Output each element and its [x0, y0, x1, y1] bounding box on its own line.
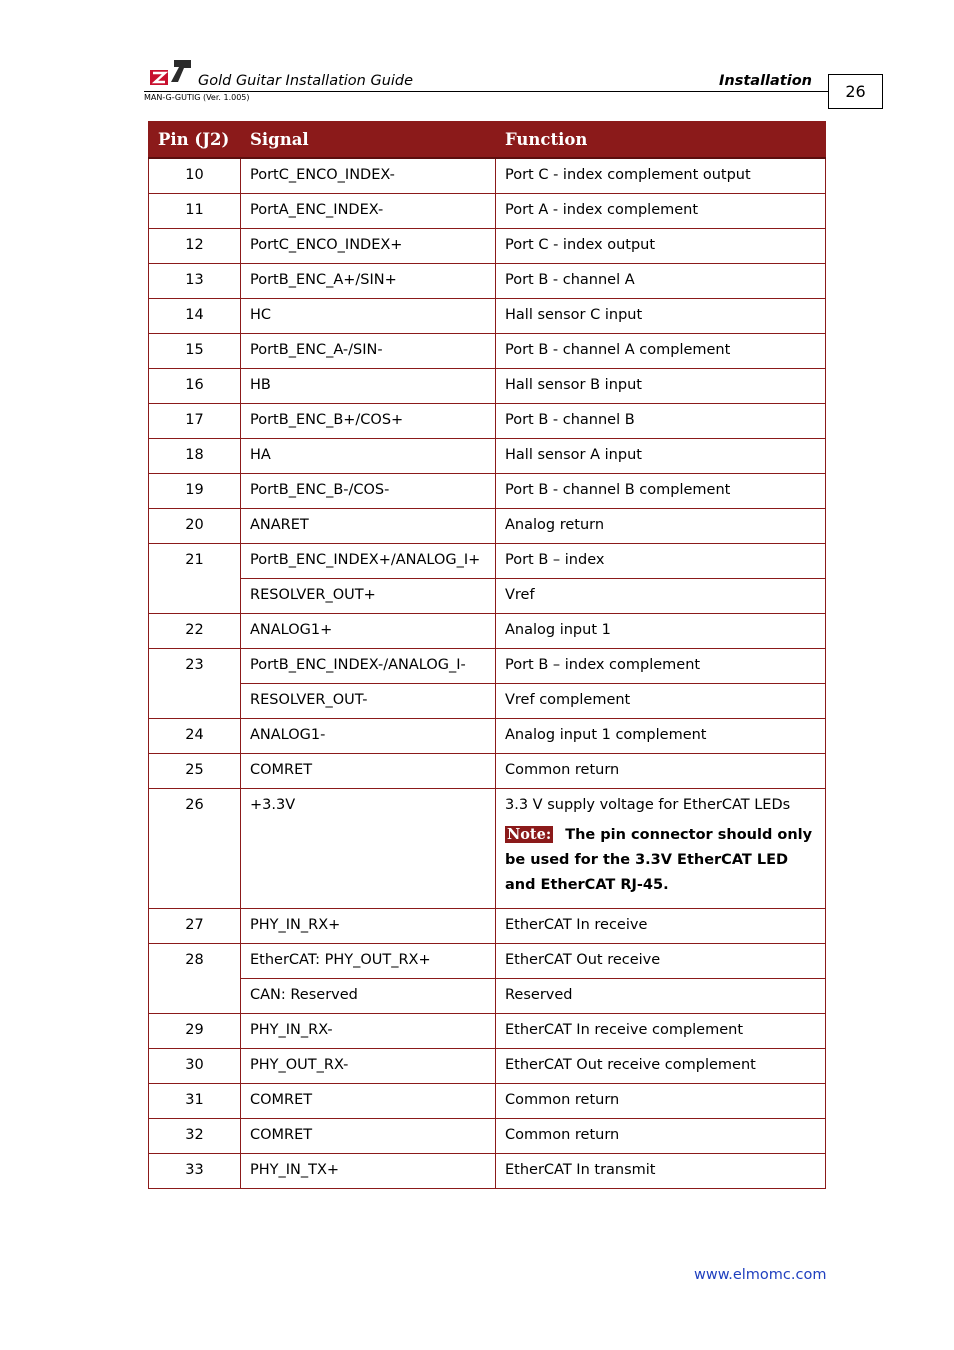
signal-cell: HB — [241, 368, 496, 403]
signal-cell: RESOLVER_OUT- — [241, 683, 496, 718]
website-link[interactable]: www.elmomc.com — [694, 1267, 827, 1283]
pin-cell: 31 — [149, 1083, 241, 1118]
table-row — [149, 718, 826, 753]
signal-cell: ANALOG1- — [241, 718, 496, 753]
elmo-logo-icon — [148, 58, 192, 86]
table-row — [149, 648, 826, 683]
table-row — [149, 508, 826, 543]
signal-cell: PortB_ENC_INDEX+/ANALOG_I+ — [241, 543, 496, 578]
signal-cell: RESOLVER_OUT+ — [241, 578, 496, 613]
pin-cell: 25 — [149, 753, 241, 788]
function-cell: Reserved — [496, 978, 826, 1013]
table-row — [149, 333, 826, 368]
signal-cell: PHY_OUT_RX- — [241, 1048, 496, 1083]
pin-cell: 27 — [149, 908, 241, 943]
table-row — [149, 1118, 826, 1153]
pin-cell: 22 — [149, 613, 241, 648]
pin-cell: 29 — [149, 1013, 241, 1048]
signal-cell: COMRET — [241, 1118, 496, 1153]
function-cell: EtherCAT In transmit — [496, 1153, 826, 1188]
function-cell: EtherCAT Out receive — [496, 943, 826, 978]
document-code: MAN-G-GUTIG (Ver. 1.005) — [144, 93, 250, 102]
pin-cell: 32 — [149, 1118, 241, 1153]
pin-cell: 16 — [149, 368, 241, 403]
table-row — [149, 1153, 826, 1188]
signal-cell: HC — [241, 298, 496, 333]
table-row — [149, 613, 826, 648]
table-row — [149, 228, 826, 263]
pin-table — [148, 121, 826, 1189]
table-row — [149, 908, 826, 943]
function-cell: Vref complement — [496, 683, 826, 718]
signal-cell: PortA_ENC_INDEX- — [241, 193, 496, 228]
table-row — [149, 403, 826, 438]
column-header-pin: Pin (J2) — [149, 122, 241, 159]
pin-cell: 21 — [149, 543, 241, 578]
function-cell: Hall sensor A input — [496, 438, 826, 473]
signal-cell: PortB_ENC_B-/COS- — [241, 473, 496, 508]
signal-cell: PortB_ENC_INDEX-/ANALOG_I- — [241, 648, 496, 683]
signal-cell: ANALOG1+ — [241, 613, 496, 648]
signal-cell: +3.3V — [241, 788, 496, 908]
function-cell: Common return — [496, 753, 826, 788]
signal-cell: ANARET — [241, 508, 496, 543]
function-cell: Hall sensor B input — [496, 368, 826, 403]
signal-cell: PortB_ENC_A-/SIN- — [241, 333, 496, 368]
column-header-signal: Signal — [241, 122, 496, 159]
function-cell — [496, 788, 826, 908]
pin-cell: 14 — [149, 298, 241, 333]
function-text: 3.3 V supply voltage for EtherCAT LEDs — [505, 796, 791, 813]
table-row — [149, 263, 826, 298]
header-divider — [144, 91, 828, 92]
page-number: 26 — [828, 74, 883, 109]
table-row — [149, 368, 826, 403]
function-cell: Port C - index complement output — [496, 158, 826, 193]
function-cell: Port B - channel A complement — [496, 333, 826, 368]
pin-cell: 30 — [149, 1048, 241, 1083]
pin-cell — [149, 578, 241, 613]
section-title: Installation — [719, 73, 812, 89]
function-cell: Port B – index — [496, 543, 826, 578]
function-cell: Port B - channel A — [496, 263, 826, 298]
table-row — [149, 158, 826, 193]
function-cell: Common return — [496, 1118, 826, 1153]
function-cell: Analog return — [496, 508, 826, 543]
signal-cell: EtherCAT: PHY_OUT_RX+ — [241, 943, 496, 978]
document-title: Gold Guitar Installation Guide — [198, 73, 414, 89]
function-cell: Analog input 1 — [496, 613, 826, 648]
signal-cell: COMRET — [241, 753, 496, 788]
pin-cell: 13 — [149, 263, 241, 298]
table-row — [149, 978, 826, 1013]
note-label: Note: — [507, 825, 552, 843]
signal-cell: PortB_ENC_A+/SIN+ — [241, 263, 496, 298]
function-cell: EtherCAT Out receive complement — [496, 1048, 826, 1083]
table-row — [149, 788, 826, 908]
pin-cell: 24 — [149, 718, 241, 753]
pin-cell: 17 — [149, 403, 241, 438]
pin-cell: 10 — [149, 158, 241, 193]
table-row — [149, 1013, 826, 1048]
pin-cell — [149, 978, 241, 1013]
table-row — [149, 438, 826, 473]
table-row — [149, 1083, 826, 1118]
signal-cell: CAN: Reserved — [241, 978, 496, 1013]
pin-cell: 11 — [149, 193, 241, 228]
function-cell: EtherCAT In receive — [496, 908, 826, 943]
function-cell: Analog input 1 complement — [496, 718, 826, 753]
function-cell: Port B – index complement — [496, 648, 826, 683]
function-cell: Vref — [496, 578, 826, 613]
column-header-function: Function — [496, 122, 826, 159]
function-cell: Port B - channel B complement — [496, 473, 826, 508]
table-row — [149, 193, 826, 228]
pin-cell — [149, 683, 241, 718]
function-cell: Port B - channel B — [496, 403, 826, 438]
note-text: The pin connector should only be used for the 3.3V EtherCAT LED and EtherCAT RJ-45. — [505, 826, 813, 893]
signal-cell: PortB_ENC_B+/COS+ — [241, 403, 496, 438]
table-row — [149, 578, 826, 613]
pin-cell: 28 — [149, 943, 241, 978]
function-cell: Port C - index output — [496, 228, 826, 263]
table-row — [149, 943, 826, 978]
function-cell: Common return — [496, 1083, 826, 1118]
pin-cell: 15 — [149, 333, 241, 368]
table-row — [149, 1048, 826, 1083]
function-cell: Port A - index complement — [496, 193, 826, 228]
function-cell: EtherCAT In receive complement — [496, 1013, 826, 1048]
page-header — [144, 55, 884, 111]
signal-cell: PHY_IN_TX+ — [241, 1153, 496, 1188]
pin-cell: 26 — [149, 788, 241, 908]
signal-cell: PHY_IN_RX- — [241, 1013, 496, 1048]
table-row — [149, 683, 826, 718]
table-row — [149, 543, 826, 578]
table-row — [149, 298, 826, 333]
note — [505, 822, 816, 898]
table-row — [149, 473, 826, 508]
function-cell: Hall sensor C input — [496, 298, 826, 333]
pin-cell: 12 — [149, 228, 241, 263]
pin-cell: 18 — [149, 438, 241, 473]
signal-cell: COMRET — [241, 1083, 496, 1118]
pin-cell: 33 — [149, 1153, 241, 1188]
pin-cell: 19 — [149, 473, 241, 508]
table-row — [149, 753, 826, 788]
signal-cell: PortC_ENCO_INDEX- — [241, 158, 496, 193]
table-header-row — [149, 122, 826, 159]
signal-cell: PHY_IN_RX+ — [241, 908, 496, 943]
signal-cell: PortC_ENCO_INDEX+ — [241, 228, 496, 263]
pin-cell: 20 — [149, 508, 241, 543]
pin-cell: 23 — [149, 648, 241, 683]
signal-cell: HA — [241, 438, 496, 473]
